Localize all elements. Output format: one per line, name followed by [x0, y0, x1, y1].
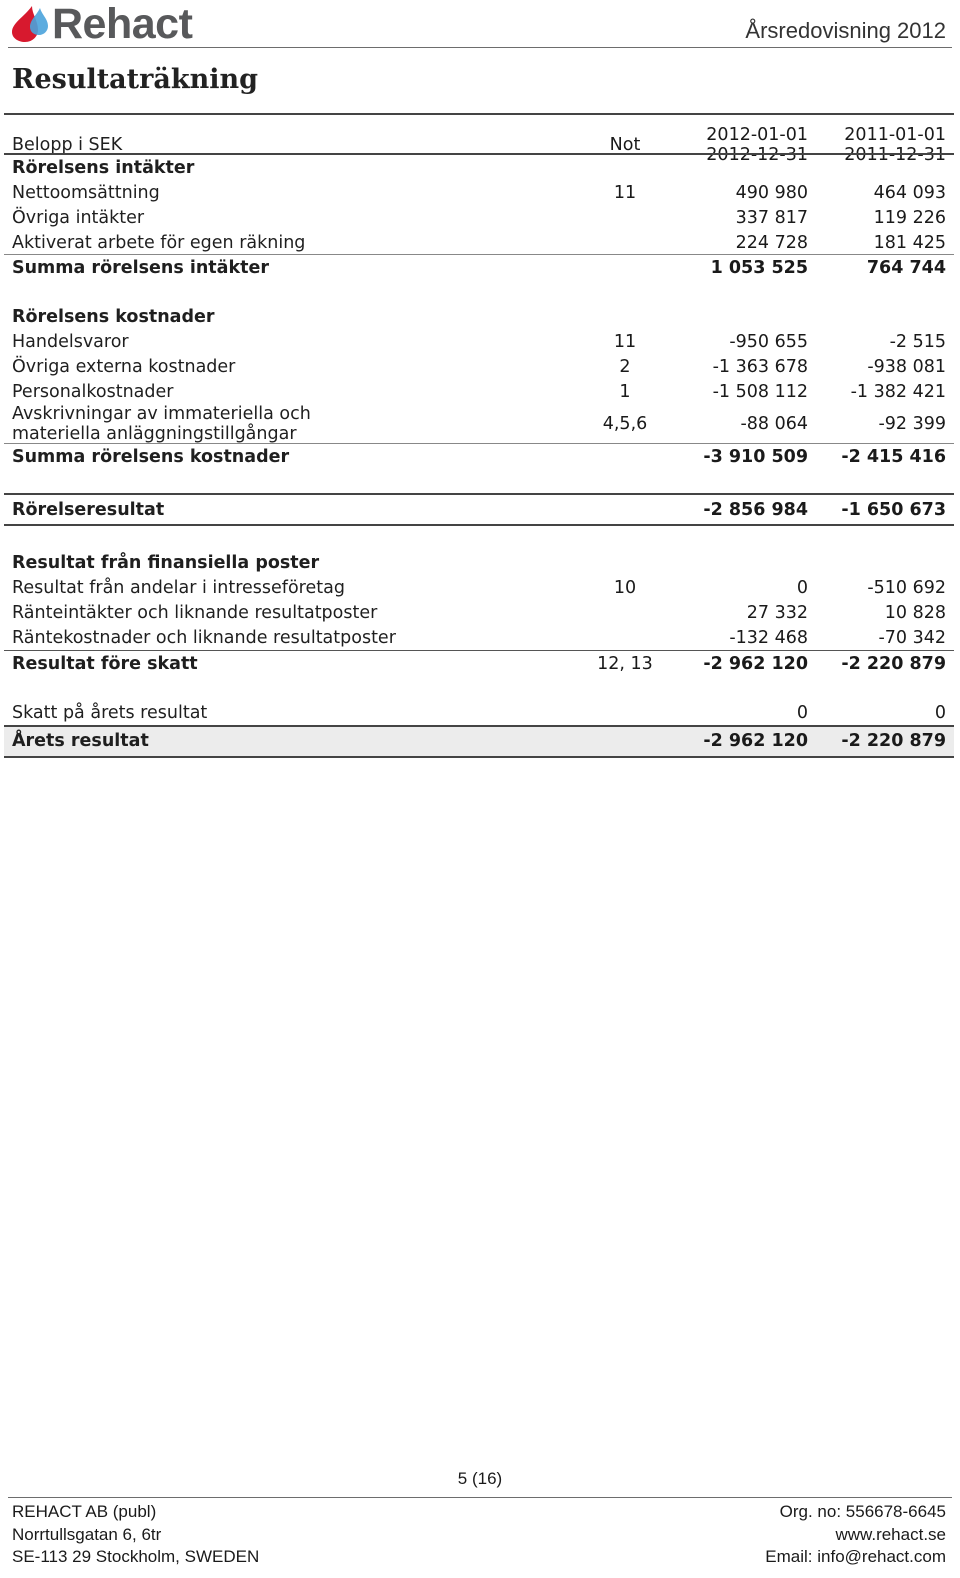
- row-value-2012: -132 468: [729, 628, 808, 648]
- footer-contact: [765, 1501, 946, 1569]
- page-title: Resultaträkning: [12, 64, 258, 95]
- row-value-2011: -1 382 421: [850, 382, 946, 402]
- table-top-rule: [4, 113, 954, 115]
- row-value-2012: 1 053 525: [710, 258, 808, 278]
- row-value-2011: -2 220 879: [841, 654, 946, 674]
- row-value-2012: -1 363 678: [712, 357, 808, 377]
- document-title: Årsredovisning 2012: [745, 18, 946, 43]
- row-value-2012: -3 910 509: [703, 447, 808, 467]
- row-label: Avskrivningar av immateriella och: [12, 404, 311, 424]
- row-value-2011: 0: [934, 703, 946, 723]
- row-label: Handelsvaror: [12, 332, 129, 352]
- row-label: Resultat från finansiella poster: [12, 553, 320, 573]
- company-name: REHACT AB (publ): [12, 1502, 157, 1521]
- row-divider: [4, 493, 954, 495]
- row-value-2011: 119 226: [873, 208, 946, 228]
- row-value-2012: -2 962 120: [703, 731, 808, 751]
- row-value-2011: 764 744: [866, 258, 946, 278]
- row-note: 11: [613, 183, 637, 203]
- row-value-2012: -2 962 120: [703, 654, 808, 674]
- header-divider: [8, 47, 952, 48]
- column-header-label: Belopp i SEK: [12, 135, 123, 155]
- row-label: Ränteintäkter och liknande resultatposter: [12, 603, 378, 623]
- row-value-2011: -510 692: [867, 578, 946, 598]
- row-label: Rörelsens kostnader: [12, 307, 215, 327]
- street-address: Norrtullsgatan 6, 6tr: [12, 1524, 162, 1544]
- column-header-2012-start: 2012-01-01: [706, 125, 808, 145]
- row-label: Personalkostnader: [12, 382, 174, 402]
- row-label: Summa rörelsens kostnader: [12, 447, 290, 467]
- footer-address: [12, 1501, 259, 1569]
- row-value-2012: -88 064: [740, 414, 808, 434]
- row-value-2011: -70 342: [878, 628, 946, 648]
- row-value-2011: -938 081: [867, 357, 946, 377]
- row-label: Aktiverat arbete för egen räkning: [12, 233, 306, 253]
- page-number: 5 (16): [457, 1469, 503, 1488]
- row-value-2011: -2 220 879: [841, 731, 946, 751]
- row-label: Summa rörelsens intäkter: [12, 258, 269, 278]
- row-value-2012: 0: [796, 703, 808, 723]
- row-value-2012: -950 655: [729, 332, 808, 352]
- row-label: Övriga externa kostnader: [12, 357, 236, 377]
- logo-text: Rehact: [52, 0, 193, 48]
- row-note: 1: [619, 382, 631, 402]
- row-note: 4,5,6: [602, 414, 648, 434]
- row-label: Årets resultat: [12, 731, 149, 751]
- row-note: 11: [613, 332, 637, 352]
- header-bottom-rule: [4, 153, 954, 155]
- column-header-not: Not: [609, 135, 641, 155]
- column-header-2012-end: 2012-12-31: [706, 145, 808, 165]
- row-value-2012: -1 508 112: [712, 382, 808, 402]
- row-value-2011: -92 399: [878, 414, 946, 434]
- row-value-2012: 224 728: [735, 233, 808, 253]
- column-header-2011-start: 2011-01-01: [844, 125, 946, 145]
- row-value-2012: 27 332: [746, 603, 808, 623]
- row-label-continued: materiella anläggningstillgångar: [12, 424, 297, 444]
- row-divider: [4, 254, 954, 255]
- row-label: Rörelsens intäkter: [12, 158, 195, 178]
- row-value-2012: -2 856 984: [703, 500, 808, 520]
- row-divider: [4, 524, 954, 526]
- row-value-2011: 181 425: [873, 233, 946, 253]
- row-note: 12, 13: [597, 654, 653, 674]
- column-header-2011-end: 2011-12-31: [844, 145, 946, 165]
- footer-divider: [8, 1497, 952, 1498]
- row-label: Resultat före skatt: [12, 654, 198, 674]
- org-number: Org. no: 556678-6645: [779, 1502, 946, 1521]
- row-label: Rörelseresultat: [12, 500, 165, 520]
- row-divider: [4, 650, 954, 651]
- row-note: 2: [619, 357, 631, 377]
- website-link[interactable]: www.rehact.se: [835, 1524, 946, 1544]
- row-note: 10: [613, 578, 637, 598]
- row-value-2011: 10 828: [884, 603, 946, 623]
- row-label: Övriga intäkter: [12, 208, 145, 228]
- row-value-2011: -2 415 416: [841, 447, 946, 467]
- table-bottom-rule: [4, 756, 954, 758]
- row-value-2011: -2 515: [889, 332, 946, 352]
- row-divider: [4, 443, 954, 444]
- row-value-2012: 490 980: [735, 183, 808, 203]
- row-label: Räntekostnader och liknande resultatposter: [12, 628, 396, 648]
- email-link[interactable]: Email: info@rehact.com: [765, 1547, 946, 1566]
- row-value-2012: 0: [796, 578, 808, 598]
- city-address: SE-113 29 Stockholm, SWEDEN: [12, 1547, 260, 1566]
- row-label: Skatt på årets resultat: [12, 703, 208, 723]
- row-label: Resultat från andelar i intresseföretag: [12, 578, 345, 598]
- rehact-logo: [10, 2, 192, 46]
- drop-logo-icon: [10, 5, 50, 43]
- row-value-2011: -1 650 673: [841, 500, 946, 520]
- row-label: Nettoomsättning: [12, 183, 160, 203]
- row-value-2012: 337 817: [735, 208, 808, 228]
- row-value-2011: 464 093: [873, 183, 946, 203]
